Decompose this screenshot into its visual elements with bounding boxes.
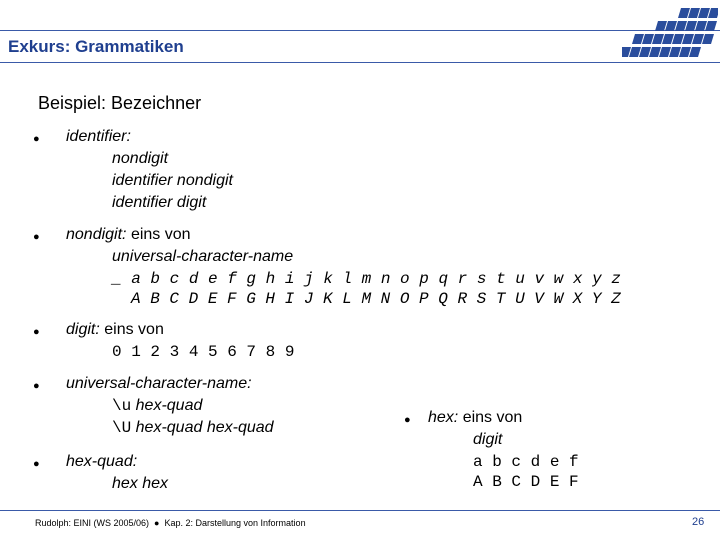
logo-block [685, 21, 697, 31]
logo-block [698, 8, 710, 18]
nondigit-line-1: universal-character-name [112, 248, 294, 265]
footer-text: Rudolph: EINI (WS 2005/06) ● Kap. 2: Darstellung von Information [35, 518, 306, 528]
nondigit-term: nondigit: [66, 226, 127, 243]
ucn-code-2: \U [112, 419, 132, 437]
ucn-code-1: \u [112, 397, 132, 415]
slide-heading: Beispiel: Bezeichner [38, 93, 202, 113]
footer-rule [0, 510, 720, 511]
logo-block [688, 8, 700, 18]
header-rule-bottom [0, 62, 720, 63]
logo-block [682, 34, 694, 44]
hex-rest: eins von [458, 409, 523, 426]
hex-def [428, 409, 522, 427]
bullet-icon: ● [33, 231, 40, 243]
logo-block [702, 34, 714, 44]
logo-block [655, 21, 667, 31]
hex-line-1: digit [473, 431, 503, 448]
bullet-icon: ● [404, 414, 411, 426]
logo-block [652, 34, 664, 44]
ucn-line-2 [112, 419, 274, 437]
logo-block [669, 47, 681, 57]
logo-block [695, 21, 707, 31]
bullet-icon: ● [33, 133, 40, 145]
hex-uppercase: A B C D E F [473, 473, 579, 491]
digit-def [66, 321, 164, 339]
bullet-icon: ● [33, 326, 40, 338]
identifier-line-1: nondigit [112, 150, 169, 167]
ucn-text-2: hex-quad hex-quad [131, 419, 274, 436]
logo-block [665, 21, 677, 31]
logo-block [642, 34, 654, 44]
identifier-line-3: identifier digit [112, 194, 207, 211]
nondigit-def [66, 226, 191, 244]
hexquad-line-1: hex hex [112, 475, 169, 492]
logo-block [675, 21, 687, 31]
logo-block [662, 34, 674, 44]
nondigit-rest: eins von [126, 226, 191, 243]
ucn-text-1: hex-quad [131, 397, 203, 414]
hex-term: hex: [428, 409, 459, 426]
logo-block [649, 47, 661, 57]
university-logo [622, 2, 718, 62]
logo-block [632, 34, 644, 44]
hex-lowercase: a b c d e f [473, 453, 579, 471]
logo-block [705, 21, 717, 31]
hexquad-term: hex-quad: [66, 453, 138, 470]
bullet-icon: ● [33, 380, 40, 392]
ucn-line-1 [112, 397, 202, 415]
nondigit-lowercase: _ a b c d e f g h i j k l m n o p q r s t u v w x y z [112, 270, 621, 288]
slide-title: Exkurs: Grammatiken [8, 37, 184, 56]
digit-term: digit: [66, 321, 100, 338]
ucn-term: universal-character-name: [66, 375, 252, 392]
digit-rest: eins von [99, 321, 164, 338]
logo-block [689, 47, 701, 57]
logo-block [659, 47, 671, 57]
identifier-term: identifier: [66, 128, 131, 145]
digit-values: 0 1 2 3 4 5 6 7 8 9 [112, 343, 295, 361]
nondigit-uppercase: A B C D E F G H I J K L M N O P Q R S T U V W X Y Z [131, 290, 621, 308]
logo-block [692, 34, 704, 44]
logo-block [672, 34, 684, 44]
identifier-line-2: identifier nondigit [112, 172, 233, 189]
header-rule-top [0, 30, 720, 31]
logo-block [629, 47, 641, 57]
logo-block [679, 47, 691, 57]
logo-block [678, 8, 690, 18]
page-number: 26 [692, 516, 705, 528]
bullet-icon: ● [33, 458, 40, 470]
logo-block [639, 47, 651, 57]
